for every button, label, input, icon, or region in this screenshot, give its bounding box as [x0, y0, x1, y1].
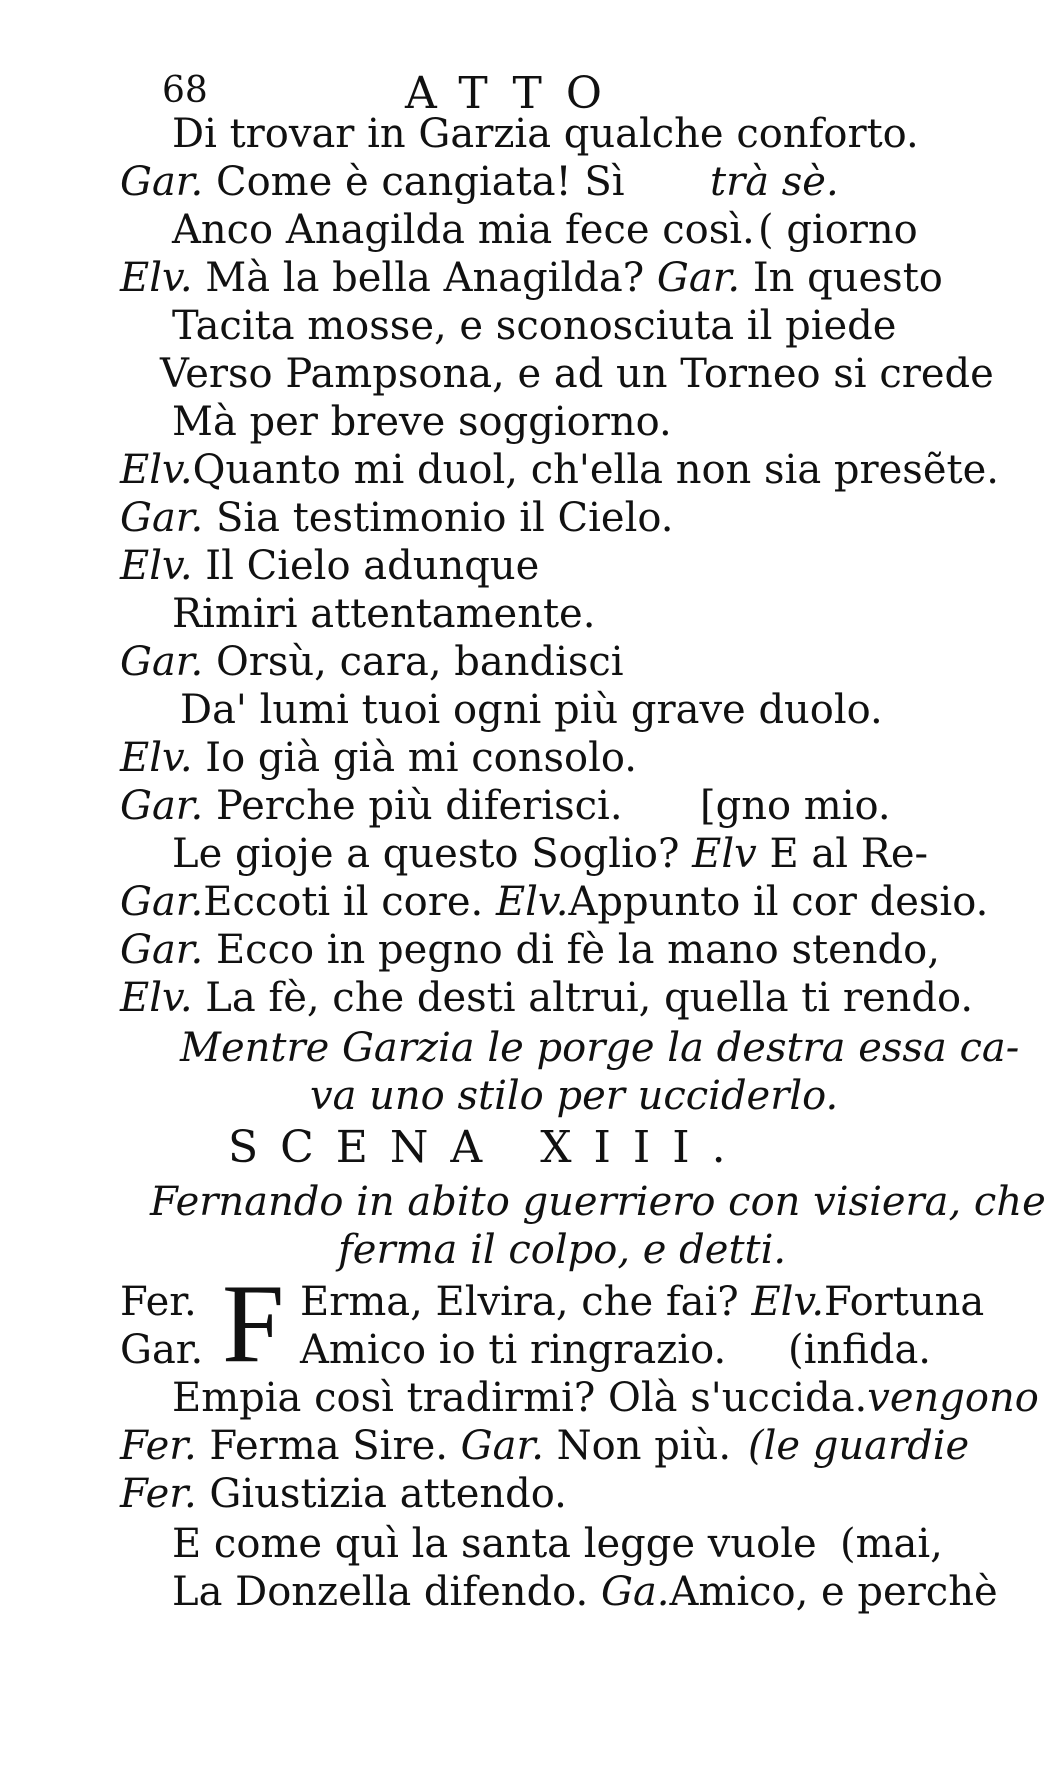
text-line: Erma, Elvira, che fai? Elv.Fortuna: [300, 1279, 985, 1325]
drop-cap: F: [222, 1262, 285, 1386]
text-line: Verso Pampsona, e ad un Torneo si crede: [160, 351, 994, 397]
text-line: Gar. Come è cangiata! Sì: [120, 159, 625, 205]
speaker-label: Gar.: [120, 1327, 204, 1373]
speaker-label: Gar.: [120, 879, 204, 925]
speaker-label: Elv.: [120, 447, 193, 493]
stage-direction: Mentre Garzia le porge la destra essa ca-: [180, 1025, 1020, 1071]
text-line: Fer. Giustizia attendo.: [120, 1471, 567, 1517]
text-line: Amico io ti ringrazio.: [300, 1327, 727, 1373]
text-line: Gar. Orsù, cara, bandisci: [120, 639, 624, 685]
speaker-label: Elv.: [495, 879, 569, 925]
text-line: Elv.Quanto mi duol, ch'ella non sia presẽte.: [120, 447, 999, 493]
speaker-label: Elv.: [120, 255, 193, 301]
text-line: Elv. La fè, che desti altrui, quella ti rendo.: [120, 975, 974, 1021]
line-carry-over: (infida.: [788, 1327, 932, 1373]
speaker-label: Gar.: [656, 255, 741, 301]
text-line: Elv. Io già già mi consolo.: [120, 735, 637, 781]
speaker-label: Gar.: [120, 495, 204, 541]
text-line: Gar. Sia testimonio il Cielo.: [120, 495, 674, 541]
speaker-label: Elv.: [120, 543, 193, 589]
stage-direction: Fernando in abito guerriero con visiera, che: [150, 1179, 1046, 1225]
text-line: E come quì la santa legge vuole: [172, 1521, 817, 1567]
text-line: Elv. Mà la bella Anagilda? Gar. In questo: [120, 255, 943, 301]
text-line: Anco Anagilda mia fece così.: [172, 207, 755, 253]
speaker-label: Ga.: [600, 1569, 670, 1615]
scene-heading: SCENA XIII.: [228, 1122, 748, 1173]
speaker-label: Fer.: [120, 1279, 197, 1325]
text-line: Gar. Ecco in pegno di fè la mano stendo,: [120, 927, 940, 973]
text-line: Rimiri attentamente.: [172, 591, 596, 637]
line-carry-over: (mai,: [840, 1521, 943, 1567]
speaker-label: Gar.: [120, 159, 204, 205]
text-line: Fer. Ferma Sire. Gar. Non più.: [120, 1423, 732, 1469]
line-carry-over: [gno mio.: [700, 783, 891, 829]
speaker-label: Gar.: [460, 1423, 544, 1469]
speaker-label: Elv: [692, 831, 757, 877]
text-line: Gar. Perche più diferisci.: [120, 783, 623, 829]
page-number: 68: [162, 70, 208, 111]
speaker-label: Fer.: [120, 1423, 197, 1469]
text-line: Da' lumi tuoi ogni più grave duolo.: [180, 687, 883, 733]
text-line: Gar.Eccoti il core. Elv.Appunto il cor desio.: [120, 879, 989, 925]
stage-direction: vengono: [867, 1375, 1039, 1421]
text-line: Mà per breve soggiorno.: [172, 399, 672, 445]
speaker-label: Gar.: [120, 927, 204, 973]
text-line: Empia così tradirmi? Olà s'uccida.vengono: [172, 1375, 1039, 1421]
text-line: Di trovar in Garzia qualche conforto.: [172, 111, 919, 157]
line-carry-over: ( giorno: [758, 207, 918, 253]
stage-direction: trà sè.: [710, 159, 839, 205]
speaker-label: Elv.: [120, 975, 193, 1021]
text-line: Tacita mosse, e sconosciuta il piede: [172, 303, 897, 349]
text-line: La Donzella difendo. Ga.Amico, e perchè: [172, 1569, 998, 1615]
speaker-label: Elv.: [751, 1279, 825, 1325]
stage-direction: ferma il colpo, e detti.: [338, 1227, 787, 1273]
stage-direction: (le guardie: [748, 1423, 970, 1469]
speaker-label: Fer.: [120, 1471, 197, 1517]
speaker-label: Gar.: [120, 783, 204, 829]
speaker-label: Elv.: [120, 735, 193, 781]
stage-direction: va uno stilo per ucciderlo.: [310, 1073, 839, 1119]
running-title: ATTO: [405, 68, 626, 119]
text-line: Le gioje a questo Soglio? Elv E al Re-: [172, 831, 929, 877]
text-line: Elv. Il Cielo adunque: [120, 543, 540, 589]
speaker-label: Gar.: [120, 639, 204, 685]
